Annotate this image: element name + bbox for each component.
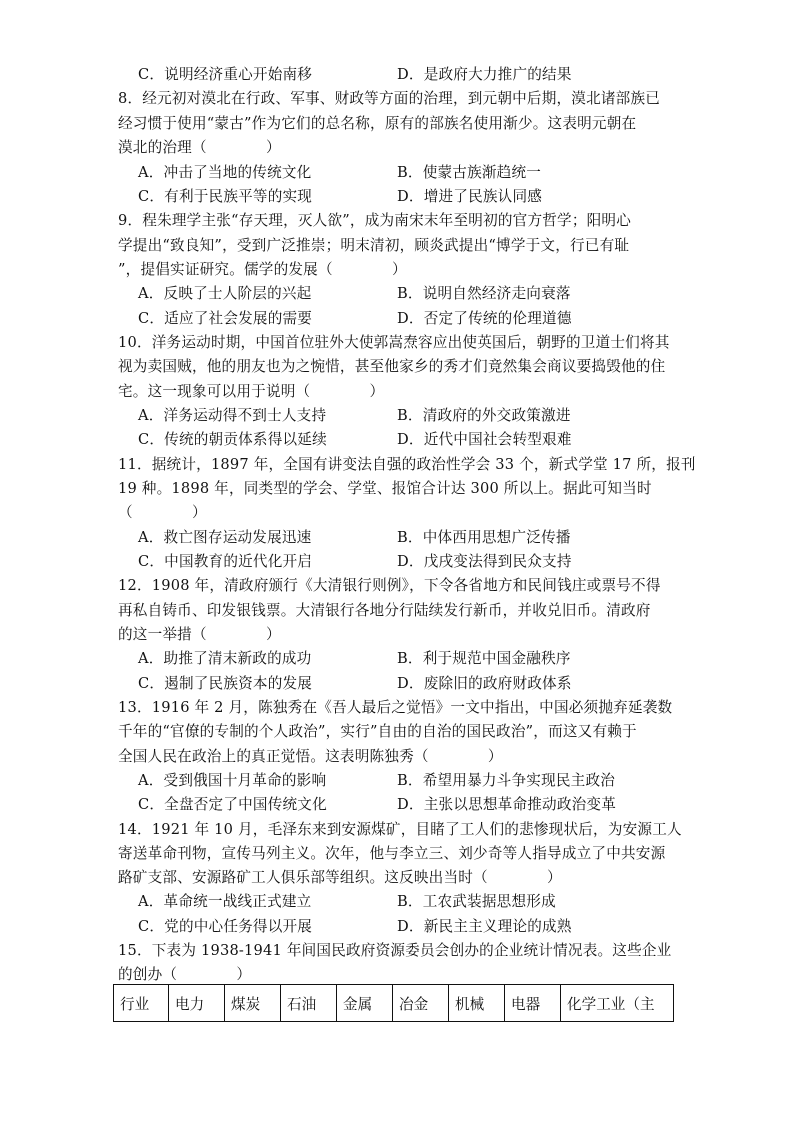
q10-stem-line-1: 10．洋务运动时期，中国首位驻外大使郭嵩焘容应出使英国后，朝野的卫道士们将其	[118, 334, 670, 351]
q8-stem-line-2: 经习惯于使用“蒙古”作为它们的总名称，原有的部族名使用渐少。这表明元朝在	[118, 115, 637, 132]
q13-option-a: A．受到俄国十月革命的影响	[138, 772, 327, 789]
q9-stem-line-3: ”，提倡实证研究。儒学的发展（ ）	[118, 261, 407, 278]
q11-option-b: B．中体西用思想广泛传播	[397, 529, 571, 546]
table-header-row	[114, 985, 674, 1022]
q9-option-d: D．否定了传统的伦理道德	[397, 310, 572, 327]
q8-stem-line-3: 漠北的治理（ ）	[118, 139, 281, 156]
q12-stem-line-2: 再私自铸币、印发银钱票。大清银行各地分行陆续发行新币，并收兑旧币。清政府	[118, 602, 651, 619]
table-header-cell: 机械	[449, 985, 505, 1022]
q11-stem-line-2: 19 种。1898 年，同类型的学会、学堂、报馆合计达 300 所以上。据此可知当时	[118, 480, 652, 497]
q12-stem-line-1: 12．1908 年，清政府颁行《大清银行则例》，下令各省地方和民间钱庄或票号不得	[118, 577, 661, 594]
q8-option-a: A．冲击了当地的传统文化	[138, 164, 312, 181]
q10-option-d: D．近代中国社会转型艰难	[397, 431, 572, 448]
q11-stem-line-3: （ ）	[118, 504, 207, 521]
q11-option-c: C．中国教育的近代化开启	[138, 553, 313, 570]
q10-option-b: B．清政府的外交政策激进	[397, 407, 571, 424]
q7-option-c: C．说明经济重心开始南移	[138, 66, 313, 83]
q13-stem-line-2: 千年的“官僚的专制的个人政治”，实行”自由的自治的国民政治”，而这又有赖于	[118, 723, 637, 740]
q11-option-a: A．救亡图存运动发展迅速	[138, 529, 312, 546]
q12-option-b: B．利于规范中国金融秩序	[397, 650, 571, 667]
q9-stem-line-1: 9．程朱理学主张“存天理，灭人欲”，成为南宋末年至明初的官方哲学；阳明心	[118, 212, 632, 229]
table-header-cell: 电器	[505, 985, 561, 1022]
table-header-cell: 行业	[114, 985, 169, 1022]
q8-stem-line-1: 8．经元初对漠北在行政、军事、财政等方面的治理，到元朝中后期，漠北诸部族已	[118, 90, 661, 107]
q13-option-c: C．全盘否定了中国传统文化	[138, 796, 327, 813]
q14-stem-line-2: 寄送革命刊物，宣传马列主义。次年，他与李立三、刘少奇等人指导成立了中共安源	[118, 845, 666, 862]
q13-option-b: B．希望用暴力斗争实现民主政治	[397, 772, 616, 789]
q9-option-c: C．适应了社会发展的需要	[138, 310, 313, 327]
table-header-cell: 化学工业（主	[561, 985, 674, 1022]
q14-stem-line-1: 14．1921 年 10 月，毛泽东来到安源煤矿，目睹了工人们的悲惨现状后，为安源工人	[118, 821, 682, 838]
q9-option-b: B．说明自然经济走向衰落	[397, 285, 571, 302]
q13-option-d: D．主张以思想革命推动政治变革	[397, 796, 617, 813]
q14-stem-line-3: 路矿支部、安源路矿工人俱乐部等组织。这反映出当时（ ）	[118, 869, 562, 886]
q8-option-d: D．增进了民族认同感	[397, 188, 543, 205]
q12-option-d: D．废除旧的政府财政体系	[397, 675, 572, 692]
q11-option-d: D．戊戌变法得到民众支持	[397, 553, 572, 570]
q9-stem-line-2: 学提出“致良知”，受到广泛推崇；明末清初，顾炎武提出“博学于文，行已有耻	[118, 237, 630, 254]
table-header-cell: 冶金	[393, 985, 449, 1022]
enterprise-stats-table	[113, 984, 674, 1022]
q13-stem-line-1: 13．1916 年 2 月，陈独秀在《吾人最后之觉悟》一文中指出，中国必须抛弃延袭数	[118, 699, 673, 716]
q10-stem-line-3: 宅。这一现象可以用于说明（ ）	[118, 383, 385, 400]
q12-option-c: C．遏制了民族资本的发展	[138, 675, 313, 692]
q13-stem-line-3: 全国人民在政治上的真正觉悟。这表明陈独秀（ ）	[118, 748, 503, 765]
q12-option-a: A．助推了清末新政的成功	[138, 650, 312, 667]
q14-option-a: A．革命统一战线正式建立	[138, 893, 312, 910]
q12-stem-line-3: 的这一举措（ ）	[118, 626, 281, 643]
q14-option-d: D．新民主主义理论的成熟	[397, 918, 572, 935]
q14-option-c: C．党的中心任务得以开展	[138, 918, 313, 935]
table-header-cell: 煤炭	[225, 985, 281, 1022]
q8-option-b: B．使蒙古族渐趋统一	[397, 164, 542, 181]
q14-option-b: B．工农武装据思想形成	[397, 893, 556, 910]
q10-stem-line-2: 视为卖国贼，他的朋友也为之惋惜，甚至他家乡的秀才们竟然集会商议要捣毁他的住	[118, 358, 666, 375]
q11-stem-line-1: 11．据统计，1897 年，全国有讲变法自强的政治性学会 33 个，新式学堂 17 所，报刊	[118, 456, 696, 473]
q10-option-c: C．传统的朝贡体系得以延续	[138, 431, 327, 448]
q10-option-a: A．洋务运动得不到士人支持	[138, 407, 327, 424]
q8-option-c: C．有利于民族平等的实现	[138, 188, 313, 205]
table-header-cell: 石油	[281, 985, 337, 1022]
q7-option-d: D．是政府大力推广的结果	[397, 66, 572, 83]
table-header-cell: 电力	[169, 985, 225, 1022]
q9-option-a: A．反映了士人阶层的兴起	[138, 285, 312, 302]
q15-stem-line-2: 的创办（ ）	[118, 966, 252, 983]
q15-stem-line-1: 15．下表为 1938-1941 年间国民政府资源委员会创办的企业统计情况表。这些企业	[118, 942, 672, 959]
table-header-cell: 金属	[337, 985, 393, 1022]
